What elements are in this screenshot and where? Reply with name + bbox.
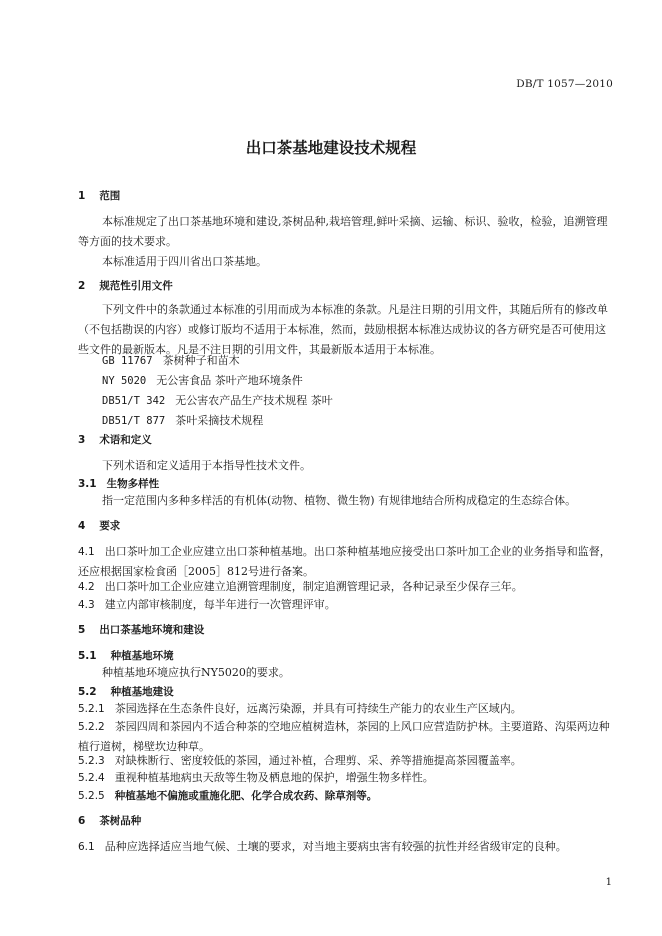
clause-number: 5.2.3 [78, 755, 105, 767]
reference-code: DB51/T 342 [102, 395, 166, 407]
clause-text: 出口茶叶加工企业应建立追溯管理制度，制定追溯管理记录，各种记录至少保存三年。 [104, 580, 523, 593]
paragraph: 指一定范围内多种多样活的有机体(动物、植物、微生物) 有规律地结合所构成稳定的生态综合体。 [102, 494, 577, 507]
clause-number: 4.1 [78, 546, 95, 558]
clause-text: 茶园四周和茶园内不适合种茶的空地应植树造林，茶园的上风口应营造防护林。主要道路、沟渠两边种植行道树，梯壁坎边种草。 [78, 720, 610, 753]
page-title: 出口茶基地建设技术规程 [245, 138, 417, 157]
section-number: 2 [78, 280, 86, 292]
reference-item [78, 411, 611, 431]
section-6 [78, 811, 611, 831]
clause [78, 595, 611, 615]
document-code: DB/T 1057—2010 [516, 78, 613, 90]
paragraph: 本标准规定了出口茶基地环境和建设,茶树品种,栽培管理,鲜叶采摘、运输、标识、验收，检验，追溯管理等方面的技术要求。 [78, 215, 608, 248]
subsection-heading: 种植基地建设 [110, 686, 174, 698]
clause-text: 重视种植基地病虫天敌等生物及栖息地的保护，增强生物多样性。 [114, 771, 434, 784]
section-number: 4 [78, 520, 86, 532]
clause-text: 品种应选择适应当地气候、土壤的要求，对当地主要病虫害有较强的抗性并经省级审定的良种。 [104, 840, 567, 853]
section-5 [78, 620, 611, 640]
subsection-number: 5.2 [78, 686, 97, 698]
reference-name: 无公害食品 茶叶产地环境条件 [156, 374, 303, 387]
clause-text: 茶园选择在生态条件良好，远离污染源，并具有可持续生产能力的农业生产区域内。 [114, 702, 522, 715]
subsection-heading: 种植基地环境 [110, 650, 174, 662]
clause-number: 4.2 [78, 581, 95, 593]
section-heading: 茶树品种 [99, 815, 142, 827]
page-number: 1 [605, 877, 612, 888]
clause-text: 出口茶叶加工企业应建立出口茶种植基地。出口茶种植基地应接受出口茶叶加工企业的业务指导和监督，还应根据国家检食函［2005］812号进行备案。 [78, 545, 611, 578]
section-number: 6 [78, 815, 86, 827]
clause-text: 种植基地不偏施或重施化肥、化学合成农药、除草剂等。 [114, 790, 378, 802]
clause [78, 577, 611, 597]
section-heading: 范围 [99, 190, 121, 202]
clause [78, 699, 611, 719]
subsection-heading: 生物多样性 [106, 478, 160, 490]
section-2 [78, 276, 611, 296]
paragraph: 种植基地环境应执行NY5020的要求。 [102, 666, 290, 679]
section-3 [78, 430, 611, 450]
section-number: 3 [78, 434, 86, 446]
section-heading: 术语和定义 [99, 434, 152, 446]
reference-name: 茶叶采摘技术规程 [175, 414, 264, 427]
paragraph: 下列术语和定义适用于本指导性技术文件。 [102, 459, 311, 472]
clause-number: 5.2.2 [78, 721, 105, 733]
paragraph: 下列文件中的条款通过本标准的引用而成为本标准的条款。凡是注日期的引用文件，其随后所有的修改单（不包括勘误的内容）或修订版均不适用于本标准，然而，鼓励根据本标准达成协议的各方研究是否可使用这些文件的最新版本。凡是不注日期的引用文件，其最新版本适用于本标准。 [78, 303, 608, 356]
subsection-number: 5.1 [78, 650, 97, 662]
reference-name: 无公害农产品生产技术规程 茶叶 [175, 394, 333, 407]
section-number: 1 [78, 190, 86, 202]
clause-number: 5.2.5 [78, 790, 105, 802]
clause [78, 786, 611, 806]
reference-item [78, 391, 611, 411]
reference-code: DB51/T 877 [102, 415, 166, 427]
clause [78, 542, 611, 582]
reference-item [78, 351, 611, 371]
clause-number: 5.2.1 [78, 703, 105, 715]
section-heading: 要求 [99, 520, 121, 532]
reference-code: GB 11767 [102, 355, 153, 367]
section-4 [78, 516, 611, 536]
reference-item [78, 371, 611, 391]
clause-text: 对缺株断行、密度较低的茶园，通过补植，合理剪、采、养等措施提高茶园覆盖率。 [114, 754, 522, 767]
clause [78, 768, 611, 788]
subsection-number: 3.1 [78, 478, 97, 490]
clause-number: 6.1 [78, 841, 95, 853]
clause-text: 建立内部审核制度，每半年进行一次管理评审。 [104, 598, 336, 611]
clause-number: 4.3 [78, 599, 95, 611]
reference-code: NY 5020 [102, 375, 147, 387]
section-1 [78, 186, 611, 206]
paragraph: 本标准适用于四川省出口茶基地。 [102, 255, 267, 268]
section-number: 5 [78, 624, 86, 636]
reference-name: 茶树种子和苗木 [162, 354, 240, 367]
section-heading: 出口茶基地环境和建设 [99, 624, 205, 636]
section-heading: 规范性引用文件 [99, 280, 173, 292]
reference-list [78, 351, 611, 431]
clause [78, 837, 611, 857]
clause-number: 5.2.4 [78, 772, 105, 784]
